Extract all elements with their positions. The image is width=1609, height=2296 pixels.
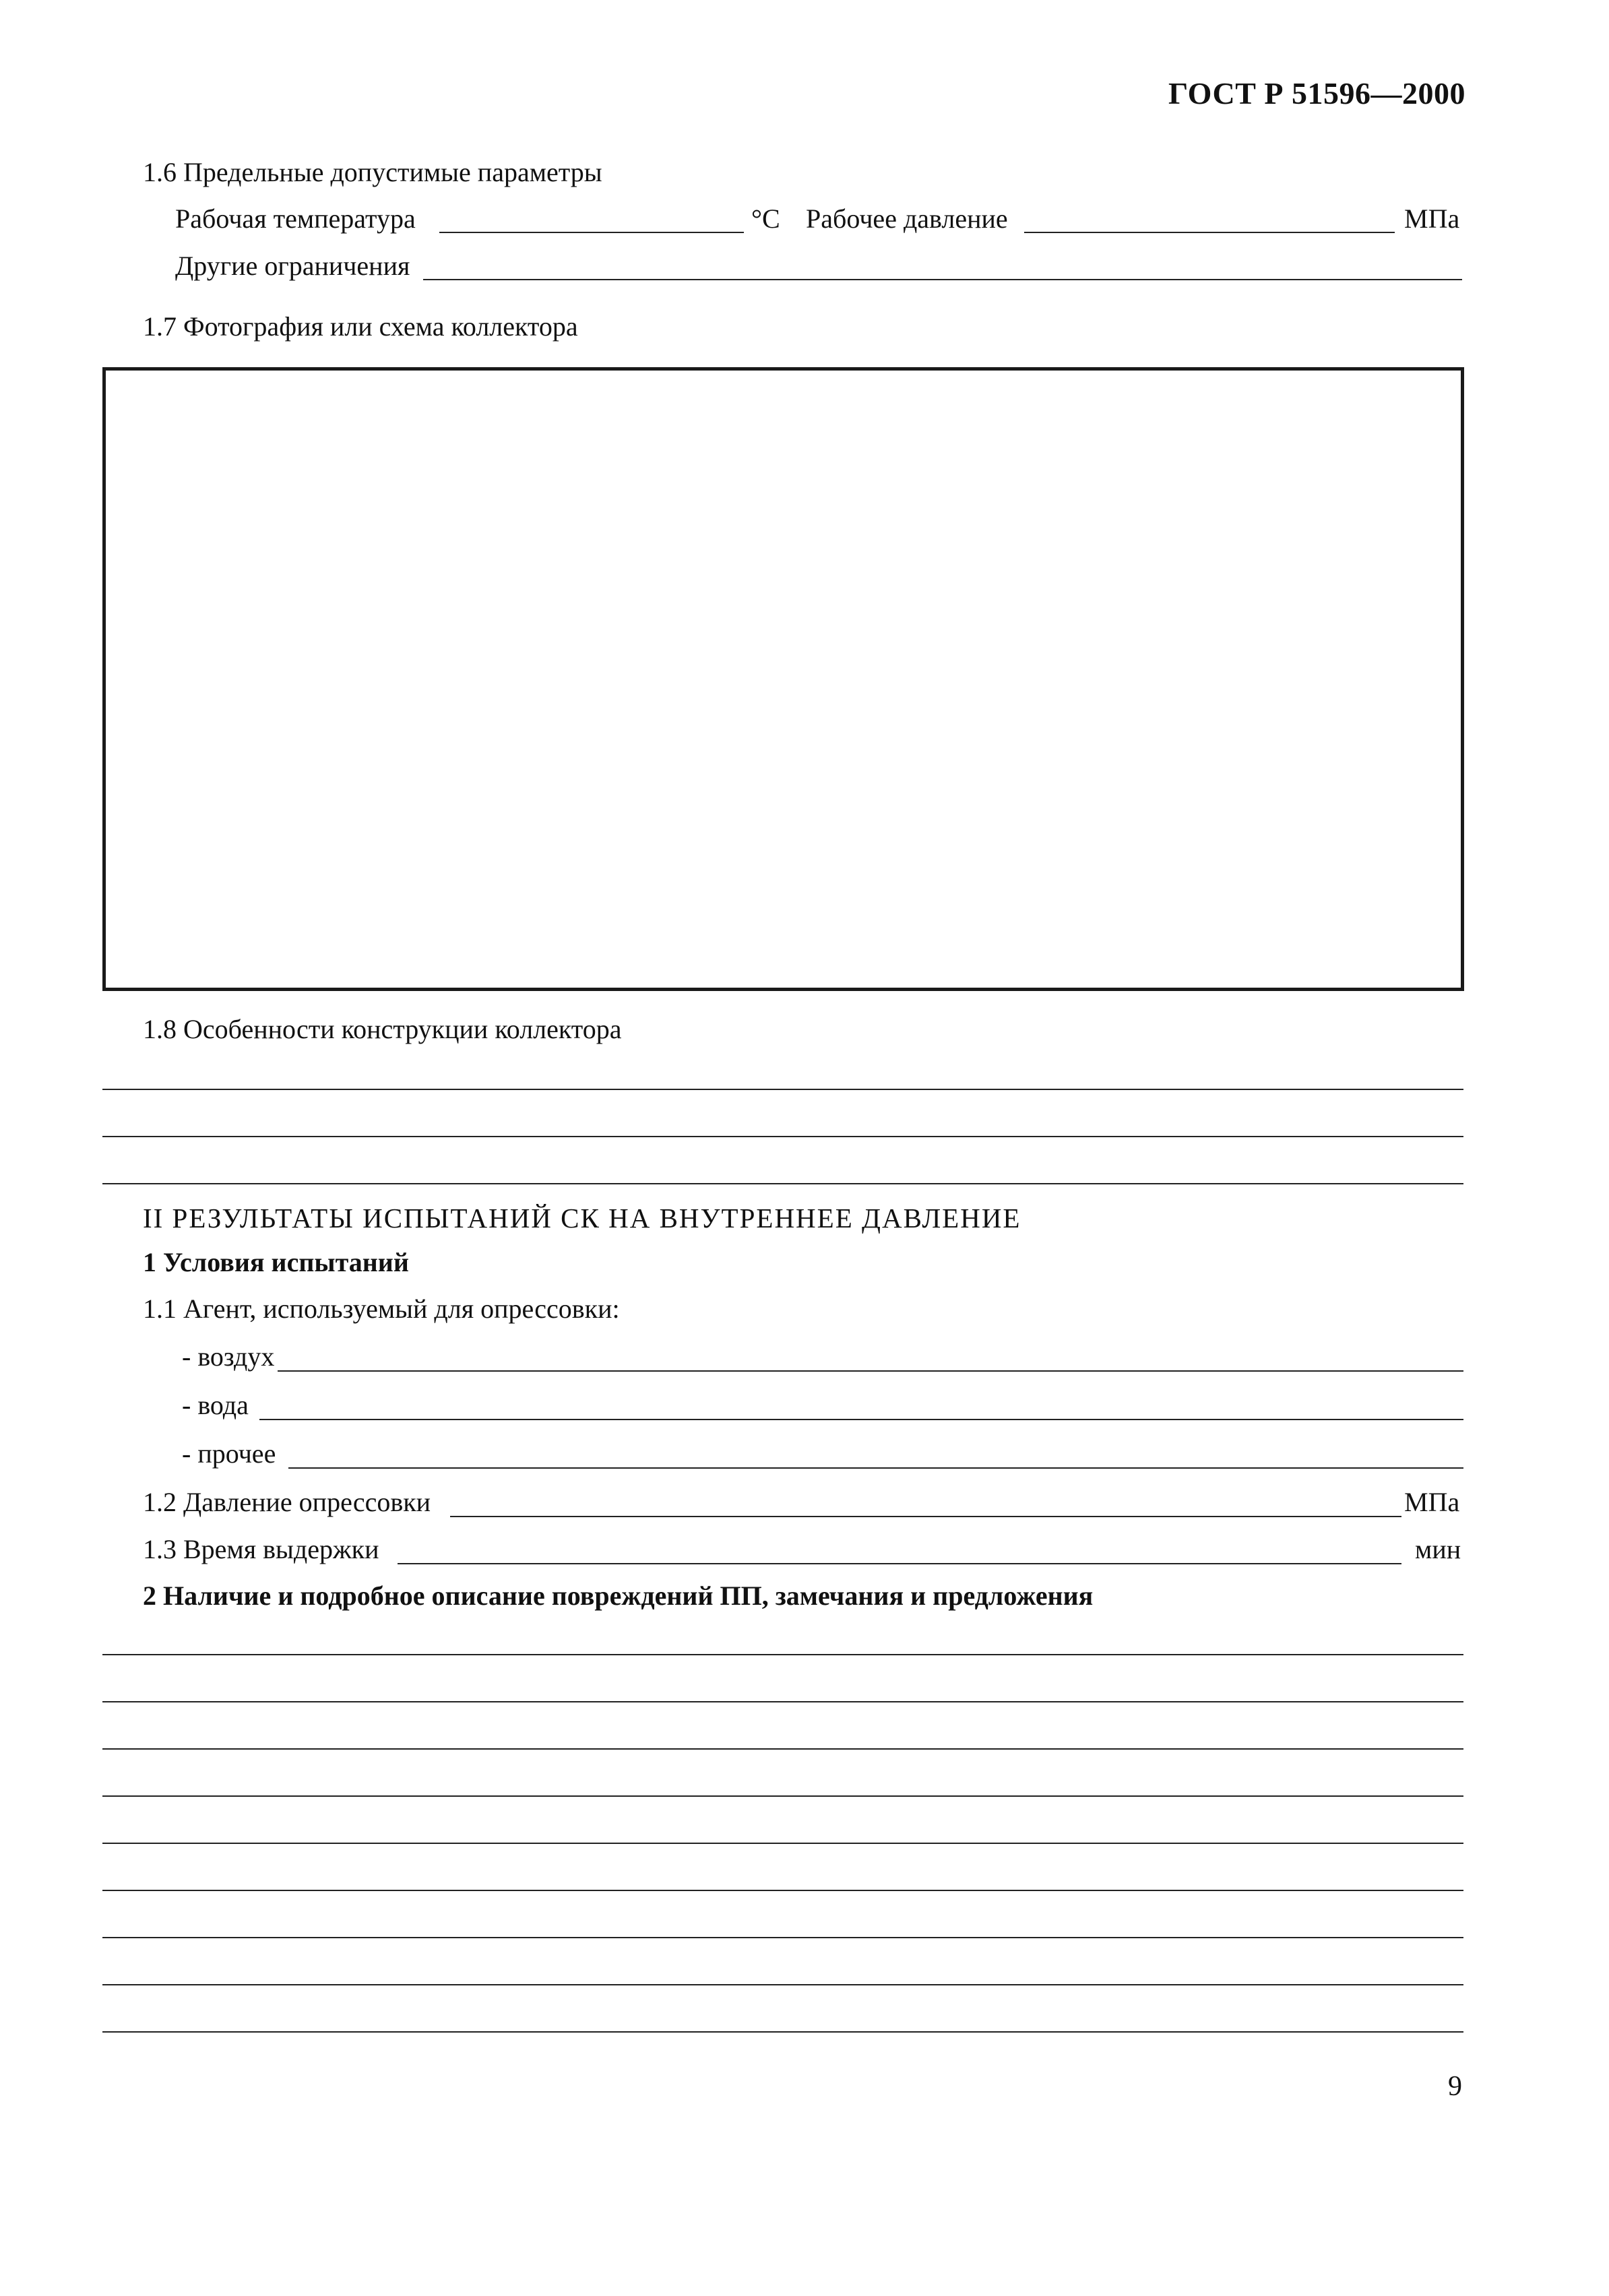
- hold-time-unit: мин: [1415, 1534, 1461, 1564]
- test-pressure-unit: МПа: [1404, 1487, 1460, 1517]
- work-pressure-field[interactable]: [1024, 232, 1395, 233]
- work-pressure-unit: МПа: [1404, 203, 1460, 234]
- agent-air-field[interactable]: [278, 1370, 1463, 1372]
- damage-description-title: 2 Наличие и подробное описание повреждений ПП, замечания и предложения: [143, 1581, 1094, 1611]
- agent-other-label: - прочее: [182, 1438, 276, 1469]
- test-pressure-label: 1.2 Давление опрессовки: [143, 1487, 431, 1517]
- agent-water-label: - вода: [182, 1390, 249, 1420]
- design-features-line[interactable]: [102, 1089, 1463, 1090]
- damage-notes-line[interactable]: [102, 2031, 1463, 2033]
- agent-other-field[interactable]: [288, 1467, 1463, 1469]
- test-conditions-title: 1 Условия испытаний: [143, 1247, 409, 1277]
- section-1-7-title: 1.7 Фотография или схема коллектора: [143, 311, 578, 342]
- section-1-8-title: 1.8 Особенности конструкции коллектора: [143, 1014, 622, 1044]
- agent-title: 1.1 Агент, используемый для опрессовки:: [143, 1294, 620, 1324]
- work-temp-unit: °С: [751, 203, 780, 234]
- damage-notes-line[interactable]: [102, 1937, 1463, 1938]
- design-features-line[interactable]: [102, 1183, 1463, 1184]
- damage-notes-line[interactable]: [102, 1748, 1463, 1750]
- page-number: 9: [1448, 2071, 1462, 2102]
- agent-water-field[interactable]: [259, 1419, 1463, 1420]
- hold-time-label: 1.3 Время выдержки: [143, 1534, 379, 1564]
- other-limits-field[interactable]: [423, 279, 1462, 280]
- photo-scheme-frame[interactable]: [102, 367, 1464, 991]
- test-pressure-field[interactable]: [450, 1516, 1401, 1517]
- damage-notes-line[interactable]: [102, 1984, 1463, 1985]
- section-2-title: II РЕЗУЛЬТАТЫ ИСПЫТАНИЙ СК НА ВНУТРЕННЕЕ ДАВЛЕНИЕ: [143, 1203, 1021, 1234]
- other-limits-label: Другие ограничения: [175, 251, 410, 281]
- design-features-line[interactable]: [102, 1136, 1463, 1137]
- hold-time-field[interactable]: [398, 1563, 1401, 1564]
- damage-notes-line[interactable]: [102, 1890, 1463, 1891]
- damage-notes-line[interactable]: [102, 1654, 1463, 1655]
- damage-notes-line[interactable]: [102, 1843, 1463, 1844]
- section-1-6-title: 1.6 Предельные допустимые параметры: [143, 157, 602, 187]
- damage-notes-line[interactable]: [102, 1795, 1463, 1797]
- work-temp-field[interactable]: [439, 232, 744, 233]
- standard-number: ГОСТ Р 51596—2000: [1168, 76, 1465, 110]
- work-temp-label: Рабочая температура: [175, 203, 416, 234]
- damage-notes-line[interactable]: [102, 1701, 1463, 1702]
- agent-air-label: - воздух: [182, 1341, 275, 1372]
- work-pressure-label: Рабочее давление: [806, 203, 1008, 234]
